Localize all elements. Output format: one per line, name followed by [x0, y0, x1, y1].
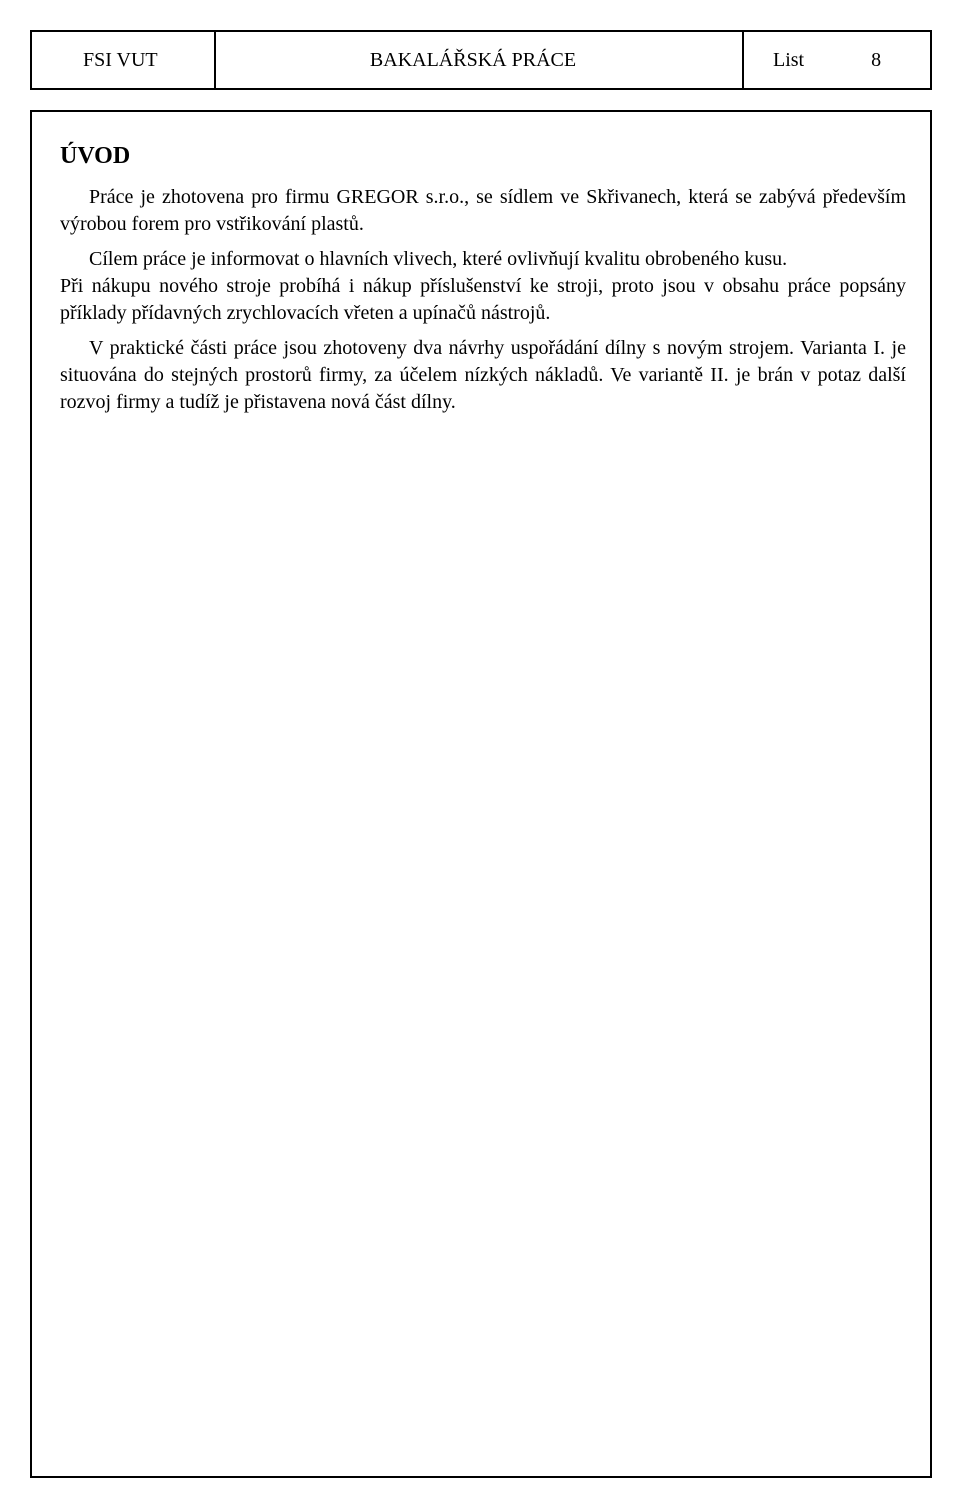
paragraph-1: Práce je zhotovena pro firmu GREGOR s.r.o., se sídlem ve Skřivanech, která se zabývá především výrobou forem pro vstřikování plastů. [60, 186, 906, 235]
header-document-type-cell [216, 32, 744, 88]
header-institution: FSI VUT [83, 48, 158, 71]
header-sheet-label: List [773, 48, 805, 71]
header-institution-cell [32, 32, 216, 88]
paragraph-3: Při nákupu nového stroje probíhá i nákup příslušenství ke stroji, proto jsou v obsahu práce popsány příklady přídavných zrychlovacích vřeten a upínačů nástrojů. [60, 275, 906, 324]
header-sheet-cell [744, 32, 930, 88]
header-sheet-number: 8 [871, 48, 882, 71]
header-document-type: BAKALÁŘSKÁ PRÁCE [369, 48, 577, 71]
paragraph-2: Cílem práce je informovat o hlavních vlivech, které ovlivňují kvalitu obrobeného kusu. [89, 248, 788, 270]
paragraph-4: V praktické části práce jsou zhotoveny dva návrhy uspořádání dílny s novým strojem. Varianta I. je situována do stejných prostorů firmy, za účelem nízkých nákladů. Ve variantě II. je brán v potaz další rozvoj firmy a tudíž je přistavena nová část dílny. [60, 337, 906, 413]
page-content [60, 140, 906, 424]
page-frame [30, 110, 932, 1478]
page-header [30, 30, 932, 90]
section-title: ÚVOD [60, 143, 131, 169]
